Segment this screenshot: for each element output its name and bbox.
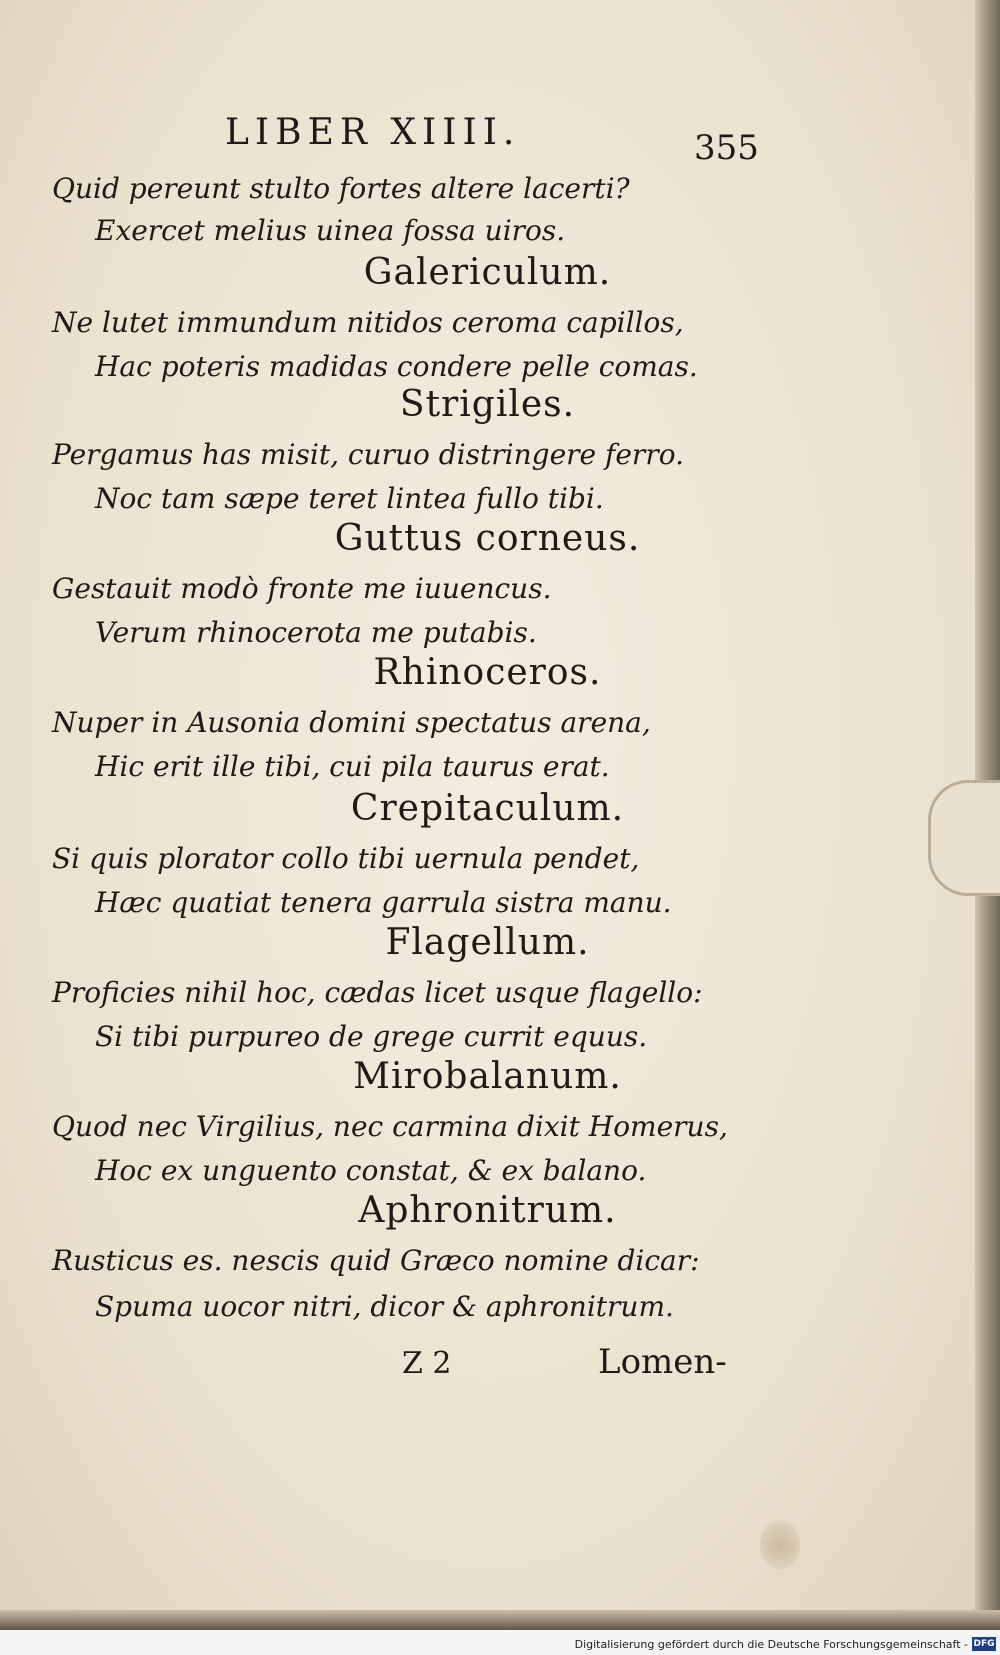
verse-line: Gestauit modò fronte me iuuencus.	[52, 572, 552, 605]
epigram-title: Rhinoceros.	[373, 652, 602, 693]
epigram-title: Crepitaculum.	[350, 788, 625, 829]
epigram-title: Strigiles.	[399, 384, 576, 425]
epigram-title: Aphronitrum.	[358, 1190, 617, 1231]
attribution-text: Digitalisierung gefördert durch die Deutsche Forschungsgemeinschaft -	[574, 1638, 968, 1651]
signature-mark: Z 2	[402, 1346, 452, 1381]
verse-line: Spuma uocor nitri, dicor & aphronitrum.	[95, 1290, 674, 1323]
verse-line: Quid pereunt stulto fortes altere lacerti?	[52, 172, 630, 205]
epigram-title: Flagellum.	[385, 922, 590, 963]
dfg-logo-icon: DFG	[973, 1639, 995, 1649]
paper-stain	[760, 1520, 800, 1570]
verse-line: Ne lutet immundum nitidos ceroma capillos,	[52, 306, 684, 339]
page-bottom-edge	[0, 1610, 1000, 1630]
verse-line: Noc tam sæpe teret lintea fullo tibi.	[95, 482, 604, 515]
running-title: LIBER XIIII.	[225, 112, 521, 153]
catchword: Lomen-	[598, 1342, 727, 1382]
verse-line: Hac poteris madidas condere pelle comas.	[95, 350, 698, 383]
verse-line: Si quis plorator collo tibi uernula pendet,	[52, 842, 640, 875]
verse-line: Verum rhinocerota me putabis.	[95, 616, 537, 649]
verse-line: Proficies nihil hoc, cædas licet usque flagello:	[52, 976, 703, 1009]
verse-line: Hæc quatiat tenera garrula sistra manu.	[95, 886, 672, 919]
verse-line: Nuper in Ausonia domini spectatus arena,	[52, 706, 651, 739]
verse-line: Exercet melius uinea fossa uiros.	[95, 214, 566, 247]
epigram-title: Galericulum.	[363, 252, 612, 293]
verse-line: Rusticus es. nescis quid Græco nomine dicar:	[52, 1244, 700, 1277]
verse-line: Hic erit ille tibi, cui pila taurus erat.	[95, 750, 610, 783]
verse-line: Pergamus has misit, curuo distringere ferro.	[52, 438, 684, 471]
page-number: 355	[694, 128, 759, 168]
epigram-title: Mirobalanum.	[353, 1056, 622, 1097]
epigram-title: Guttus corneus.	[334, 518, 641, 559]
verse-line: Hoc ex unguento constat, & ex balano.	[95, 1154, 647, 1187]
verse-line: Si tibi purpureo de grege currit equus.	[95, 1020, 648, 1053]
verse-line: Quod nec Virgilius, nec carmina dixit Homerus,	[52, 1110, 728, 1143]
